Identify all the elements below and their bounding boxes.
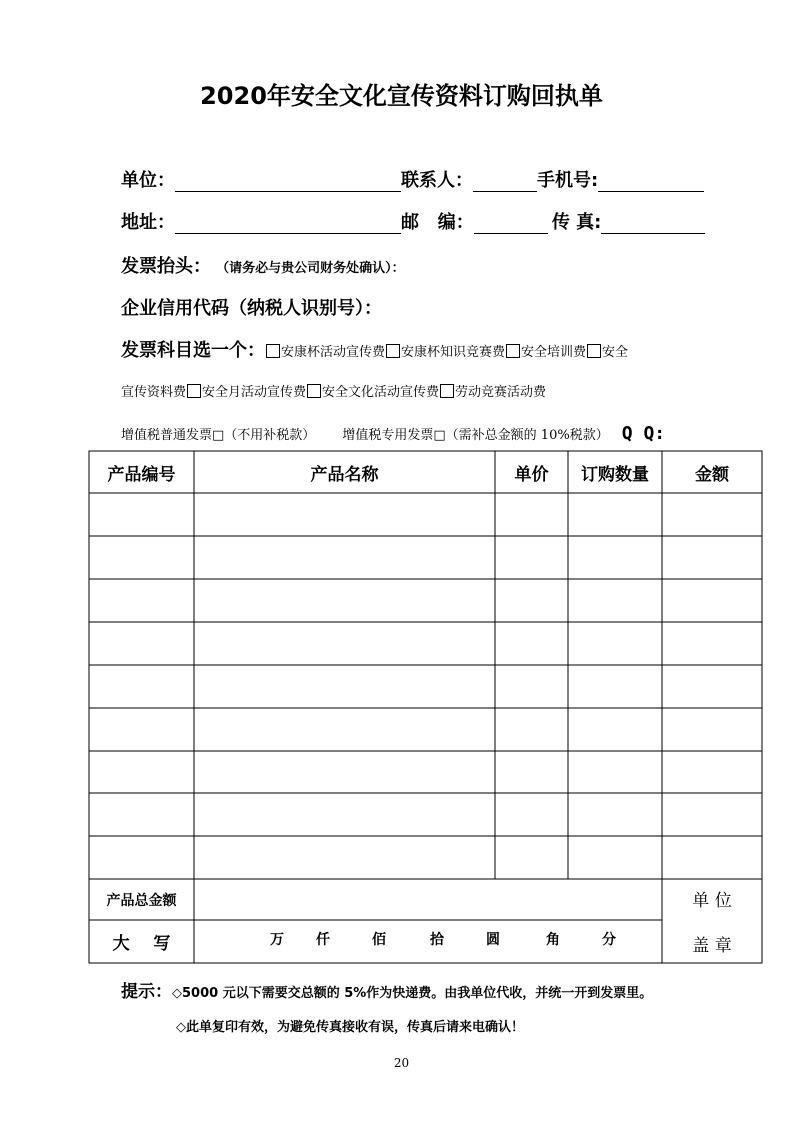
header-unit-price: 单价 [514, 464, 549, 485]
unit-fen: 分 [602, 932, 616, 948]
credit-code-label: 企业信用代码（纳税人识别号）： [121, 298, 382, 319]
unit-qian: 仟 [316, 932, 330, 948]
table-row[interactable] [89, 536, 762, 579]
tax-normal-option[interactable]: 增值税普通发票□（不用补税款） [121, 428, 316, 443]
form-title: 2020年安全文化宣传资料订购回执单 [200, 82, 603, 110]
total-amount-label: 产品总金额 [106, 892, 177, 909]
tips-line-1 [121, 977, 652, 1002]
header-quantity: 订购数量 [581, 464, 649, 485]
seal-line-1: 单 位 [692, 891, 732, 911]
fax-label: 传 真: [551, 212, 602, 233]
tips-text-2: ◇此单复印有效，为避免传真接收有误，传真后请来电确认！ [176, 1020, 524, 1035]
table-row[interactable] [89, 793, 762, 836]
tax-special-option[interactable]: 增值税专用发票□（需补总金额的 10%税款） [342, 428, 609, 443]
option-ankang-quiz: 安康杯知识竞赛费 [401, 345, 506, 360]
invoice-header-note: （请务必与贵公司财务处确认）： [216, 261, 405, 276]
header-product-code: 产品编号 [107, 464, 176, 485]
table-row[interactable] [89, 579, 762, 622]
table-row[interactable] [89, 493, 762, 536]
option-safety-culture: 安全文化活动宣传费 [322, 385, 440, 400]
table-row[interactable] [89, 622, 762, 665]
option-ankang-activity: 安康杯活动宣传费 [281, 345, 386, 360]
option-safety-training: 安全培训费 [521, 345, 587, 360]
invoice-items-label: 发票科目选一个： [121, 340, 265, 361]
seal-line-2: 盖 章 [692, 936, 732, 956]
page-number: 20 [393, 1056, 410, 1070]
option-safety-month: 安全月活动宣传费 [202, 385, 307, 400]
table-row[interactable] [89, 836, 762, 879]
daxie-units[interactable] [194, 920, 662, 963]
unit-yuan: 圆 [486, 932, 500, 948]
qq-label: Q Q: [621, 423, 666, 444]
option-safety-materials-part1: 安全 [602, 345, 629, 360]
table-row[interactable] [89, 751, 762, 793]
phone-label: 手机号: [537, 170, 599, 191]
total-amount-field[interactable] [194, 879, 662, 920]
unit-jiao: 角 [546, 932, 560, 948]
unit-shi: 拾 [430, 932, 444, 948]
table-row[interactable] [89, 665, 762, 708]
seal-cell [662, 879, 762, 963]
invoice-header-label: 发票抬头： [121, 256, 211, 277]
option-safety-materials-part2: 宣传资料费 [121, 385, 187, 400]
table-row[interactable] [89, 708, 762, 751]
header-product-name: 产品名称 [310, 464, 379, 485]
postal-label: 邮 编： [401, 212, 474, 233]
unit-wan: 万 [270, 932, 284, 948]
tips-prefix: 提示： [121, 982, 172, 1002]
unit-label: 单位： [121, 170, 175, 191]
address-label: 地址： [121, 212, 175, 233]
unit-bai: 佰 [372, 932, 386, 948]
daxie-label: 大 写 [112, 934, 171, 954]
header-amount: 金额 [695, 464, 729, 485]
contact-label: 联系人： [401, 170, 473, 191]
option-labor-competition: 劳动竞赛活动费 [455, 385, 547, 400]
tips-text-1: ◇5000 元以下需要交总额的 5%作为快递费。由我单位代收，并统一开到发票里。 [172, 986, 653, 1001]
